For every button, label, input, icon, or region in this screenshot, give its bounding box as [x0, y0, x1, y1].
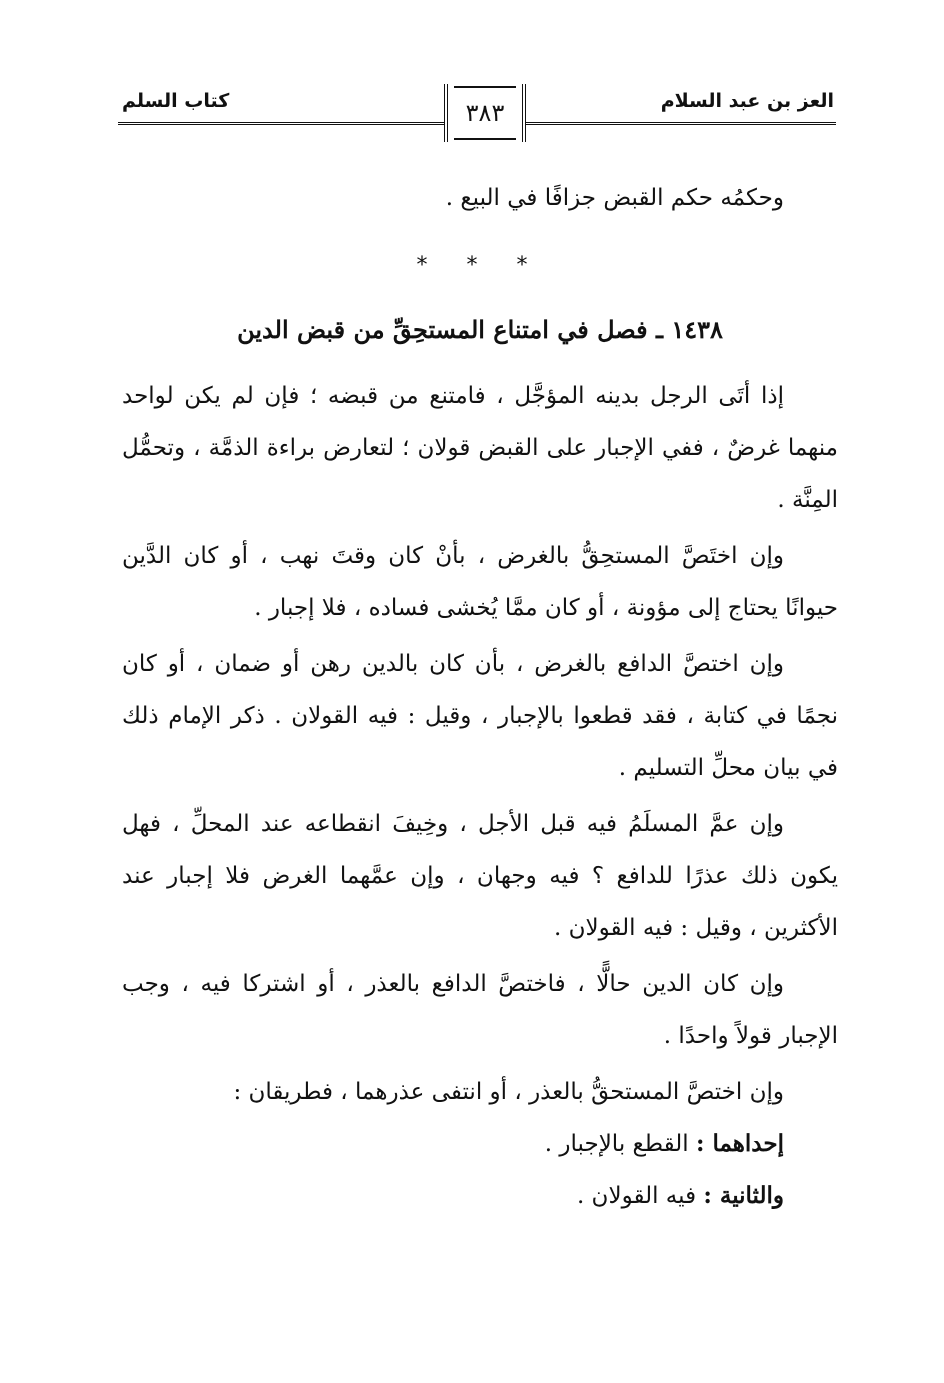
- paragraph: وإن عمَّ المسلَمُ فيه قبل الأجل ، وخِيفَ انقطاعه عند المحلِّ ، فهل يكون ذلك عذرًا للدافع ؟ فيه وجهان ، وإن عمَّهما الغرض فلا إجبار عند الأكثرين ، وقيل : فيه القولان .: [122, 811, 838, 941]
- paragraph: وإن اختصَّ المستحقُّ بالعذر ، أو انتفى عذرهما ، فطريقان :: [233, 1079, 784, 1105]
- page-number: ٣٨٣: [465, 99, 505, 127]
- paragraph: وإن اختَصَّ المستحِقُّ بالغرض ، بأنْ كان وقتَ نهب ، أو كان الدَّين حيوانًا يحتاج إلى مؤونة ، أو كان ممَّا يُخشى فساده ، فلا إجبار .: [122, 543, 838, 621]
- method-text: فيه القولان .: [576, 1183, 697, 1209]
- method-item: [122, 1170, 838, 1222]
- opening-line: وحكمُه حكم القبض جزافًا في البيع .: [445, 185, 784, 211]
- section-separator: * * *: [416, 253, 544, 278]
- paragraph: وإن اختصَّ الدافع بالغرض ، بأن كان بالدين رهن أو ضمان ، أو كان نجمًا في كتابة ، فقد قطعوا بالإجبار ، وقيل : فيه القولان . ذكر الإمام ذلك في بيان محلِّ التسليم .: [122, 651, 838, 781]
- method-item: [122, 1118, 838, 1170]
- paragraph: وإن كان الدين حالًّا ، فاختصَّ الدافع بالعذر ، أو اشتركا فيه ، وجب الإجبار قولاً واحدًا .: [122, 971, 838, 1049]
- method-label: إحداهما :: [695, 1130, 784, 1157]
- running-header: [118, 84, 836, 144]
- section-title: ١٤٣٨ ـ فصل في امتناع المستحِقِّ من قبض الدين: [237, 315, 723, 344]
- page-number-frame: [444, 84, 526, 142]
- main-text: [122, 172, 838, 1222]
- book-title: كتاب السلم: [122, 90, 230, 112]
- method-text: القطع بالإجبار .: [544, 1131, 689, 1157]
- method-label: والثانية :: [703, 1182, 784, 1209]
- author-name: العز بن عبد السلام: [660, 90, 834, 112]
- paragraph: إذا أتَى الرجل بدينه المؤجَّل ، فامتنع من قبضه ؛ فإن لم يكن لواحد منهما غرضٌ ، ففي الإجبار على القبض قولان ؛ لتعارض براءة الذمَّة ، وتحمُّل المِنَّة .: [122, 383, 838, 513]
